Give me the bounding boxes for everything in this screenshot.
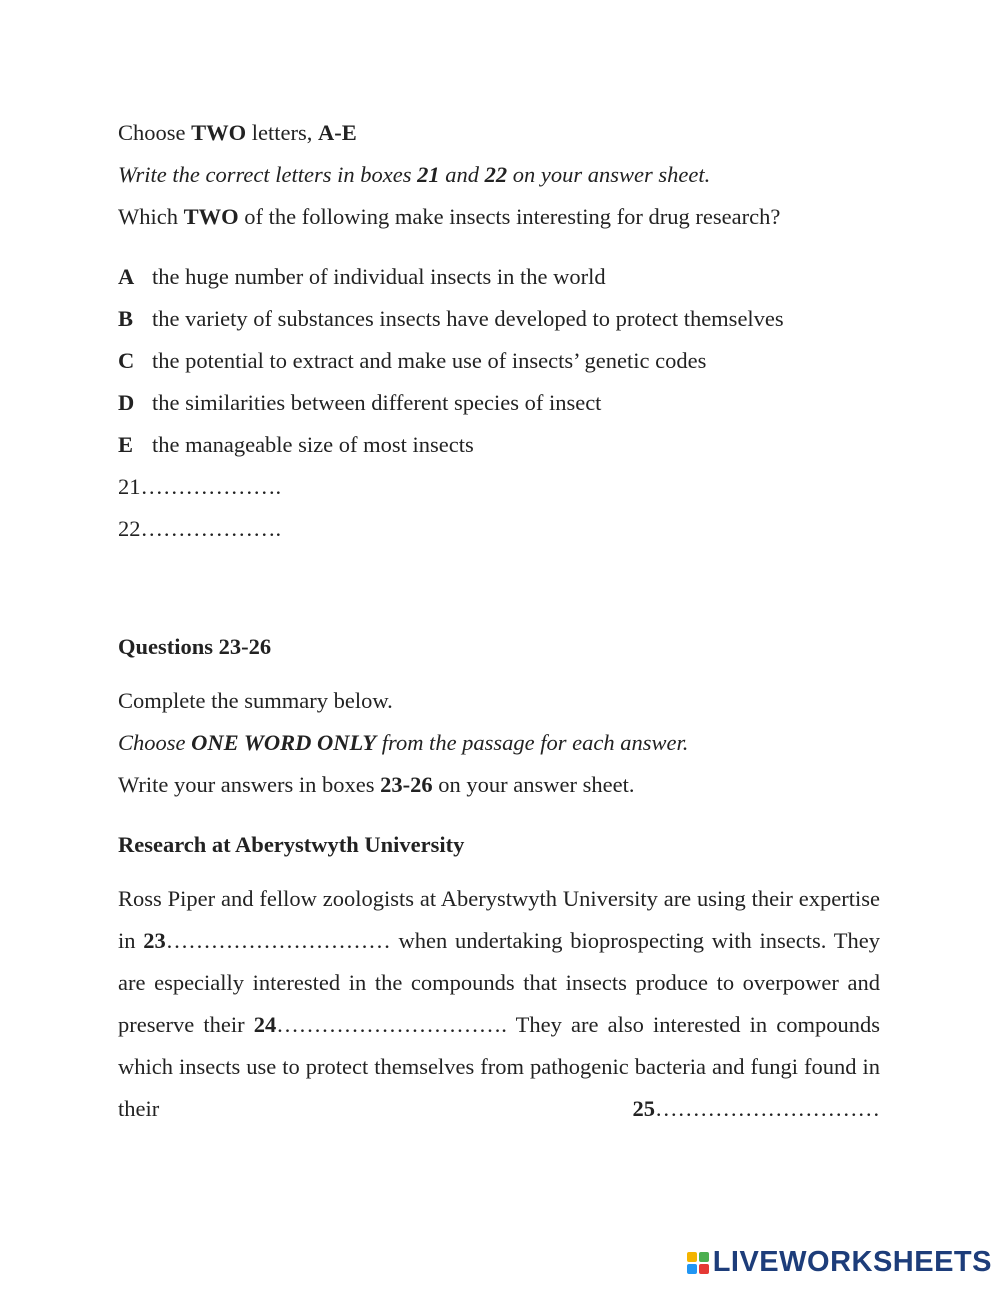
answer-25-blank[interactable]: ………………………… (655, 1096, 880, 1121)
logo-mark-icon (687, 1252, 709, 1274)
liveworksheets-logo (687, 1246, 992, 1279)
option-a: A the huge number of individual insects in the world (118, 264, 606, 289)
option-e: E the manageable size of most insects (118, 432, 474, 457)
option-b: B the variety of substances insects have developed to protect themselves (118, 306, 784, 331)
answer-24-blank[interactable]: …………………………. (276, 1012, 507, 1037)
question-prompt: Which TWO of the following make insects interesting for drug research? (118, 204, 781, 229)
instruction-choose: Choose TWO letters, A-E (118, 120, 357, 145)
worksheet-page (118, 112, 880, 1130)
logo-text: LIVEWORKSHEETS (712, 1246, 992, 1278)
answer-23-blank[interactable]: ………………………… (165, 928, 391, 953)
section-title: Questions 23-26 (118, 634, 272, 659)
instruction-boxes: Write your answers in boxes 23-26 on your answer sheet. (118, 772, 635, 797)
instruction-one-word: Choose ONE WORD ONLY from the passage for each answer. (118, 730, 689, 755)
instruction-complete: Complete the summary below. (118, 688, 393, 713)
instruction-write: Write the correct letters in boxes 21 and 22 on your answer sheet. (118, 162, 711, 187)
summary-title: Research at Aberystwyth University (118, 832, 465, 857)
summary-paragraph: Ross Piper and fellow zoologists at Aberystwyth University are using their expertise in 23………………………… when undertaking bioprospecting with insects. They are especially interested in the compounds that insects produce to overpower and preserve their 24…………………………. They are also interested in compounds which insects use to protect themselves from pathogenic bacteria and fungi found in their 25………………………… (118, 886, 880, 1121)
answer-21[interactable]: 21………………. (118, 474, 282, 499)
option-d: D the similarities between different species of insect (118, 390, 602, 415)
answer-22[interactable]: 22………………. (118, 516, 282, 541)
option-c: C the potential to extract and make use of insects’ genetic codes (118, 348, 707, 373)
